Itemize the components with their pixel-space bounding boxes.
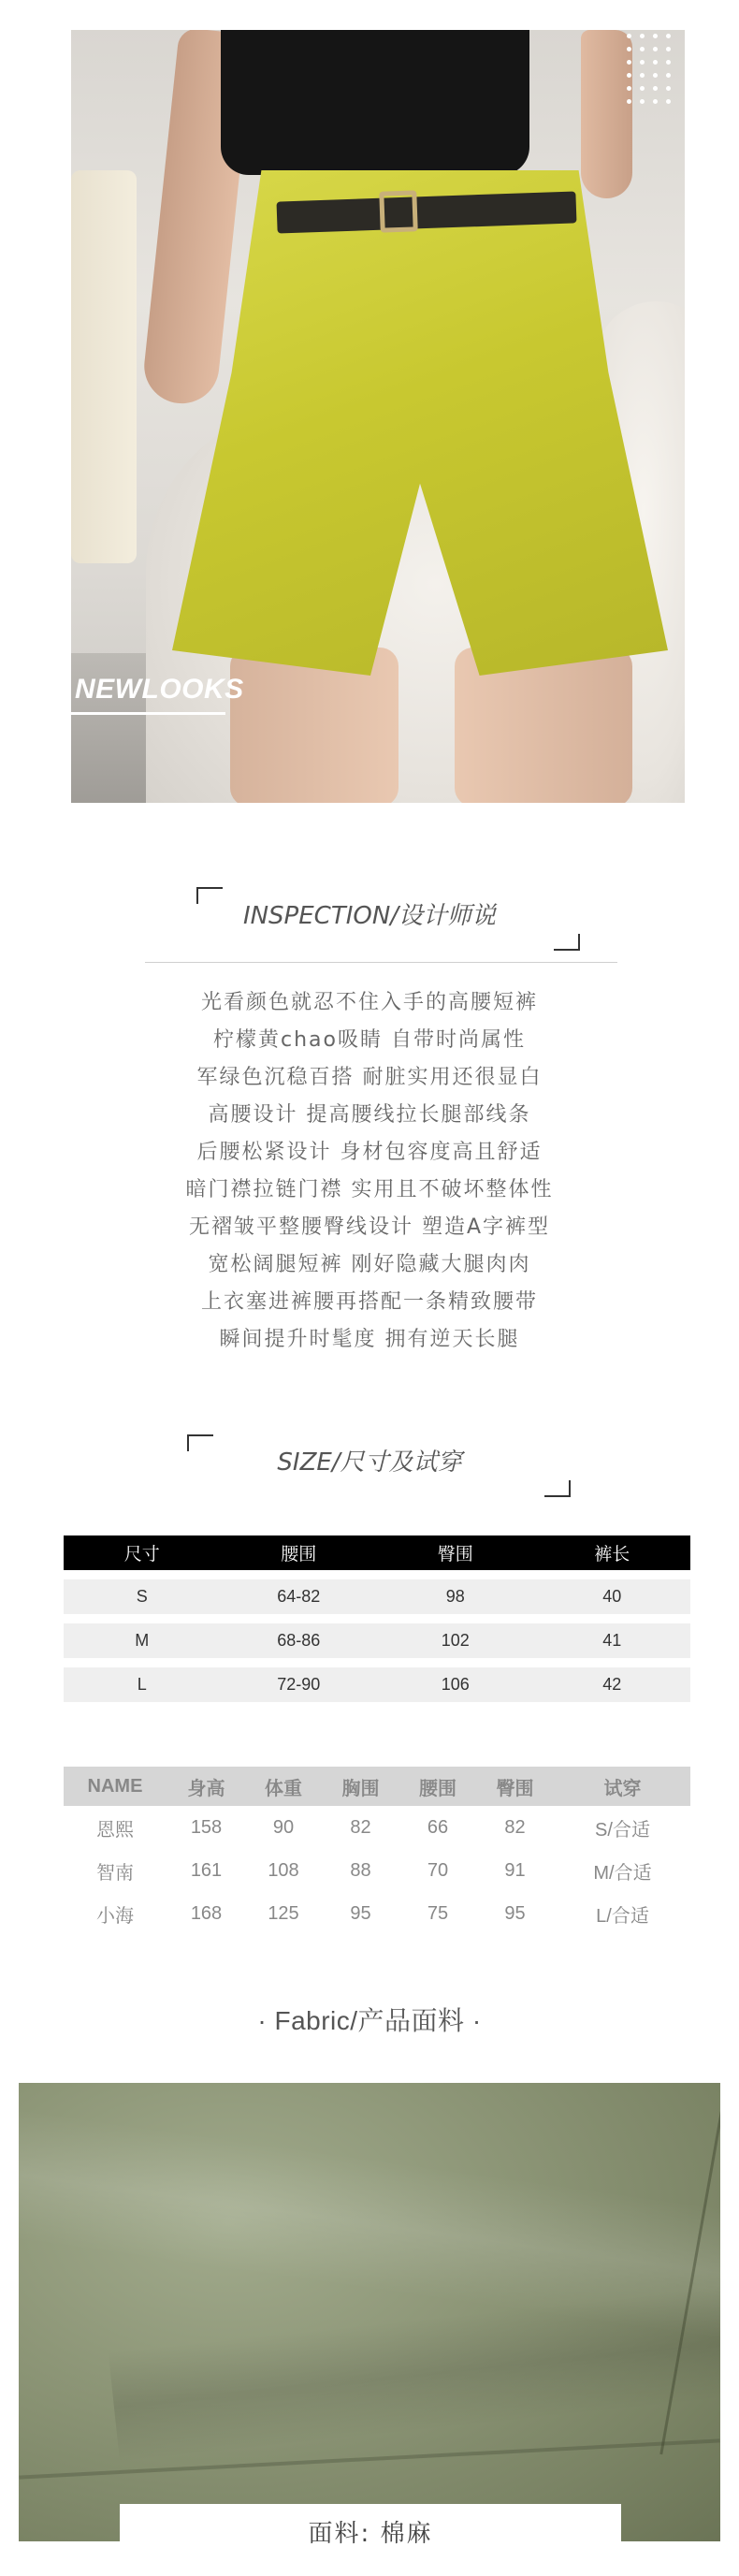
description-line: 高腰设计 提高腰线拉长腿部线条	[208, 1103, 531, 1127]
table-cell: 40	[602, 1587, 622, 1606]
description-line: 瞬间提升时髦度 拥有逆天长腿	[219, 1328, 520, 1351]
dot-grid-decoration-icon	[623, 30, 679, 124]
table-row	[64, 1892, 690, 1935]
table-cell: 108	[268, 1859, 299, 1881]
header-cell: 腰围	[419, 1778, 456, 1799]
corner-bracket-bottom-right	[554, 934, 580, 951]
table-row	[64, 1623, 690, 1658]
header-cell: 胸围	[341, 1778, 380, 1799]
model-left-leg	[230, 648, 398, 803]
table-row	[64, 1579, 690, 1614]
corner-bracket-bottom-right	[544, 1480, 571, 1497]
table-cell: 161	[190, 1859, 223, 1881]
header-cell: 裤长	[594, 1545, 630, 1565]
table-cell: 41	[602, 1631, 622, 1650]
table-cell: 64-82	[277, 1587, 321, 1606]
fabric-fold	[109, 2283, 720, 2464]
description-line: 柠檬黄chao吸睛 自带时尚属性	[213, 1028, 526, 1052]
header-cell: 臀围	[437, 1545, 473, 1565]
header-cell: 试穿	[603, 1778, 642, 1799]
table-cell: 82	[350, 1816, 371, 1838]
table-cell: 82	[504, 1816, 526, 1838]
description-line: 光看颜色就忍不住入手的高腰短裤	[200, 991, 538, 1014]
header-cell: 腰围	[281, 1545, 317, 1565]
table-row	[64, 1806, 690, 1849]
table-cell: 88	[350, 1859, 371, 1881]
table-cell: 智南	[96, 1862, 134, 1884]
design-description	[0, 984, 739, 1359]
description-line: 上衣塞进裤腰再搭配一条精致腰带	[200, 1290, 538, 1314]
table-cell: M/合适	[593, 1862, 652, 1884]
fabric-title: · Fabric/产品面料 ·	[257, 2006, 482, 2035]
table-cell: 168	[190, 1902, 223, 1924]
model-black-top	[221, 30, 529, 175]
table-cell: 158	[190, 1816, 223, 1838]
newlooks-tag: NEWLOOKS	[75, 674, 244, 705]
header-cell: 体重	[265, 1778, 302, 1799]
inspection-divider	[145, 962, 617, 963]
size-table-header	[64, 1535, 690, 1570]
size-title: SIZE/尺寸及试穿	[277, 1448, 462, 1477]
description-line: 暗门襟拉链门襟 实用且不破坏整体性	[185, 1178, 554, 1201]
inspection-title: INSPECTION/设计师说	[242, 902, 497, 930]
table-cell: 小海	[96, 1905, 134, 1927]
header-cell: 身高	[187, 1778, 225, 1799]
table-cell: 68-86	[277, 1631, 321, 1650]
table-cell: 106	[441, 1675, 470, 1694]
description-line: 军绿色沉稳百搭 耐脏实用还很显白	[196, 1066, 543, 1089]
table-cell: 70	[427, 1859, 449, 1881]
description-line: 后腰松紧设计 身材包容度高且舒适	[196, 1141, 543, 1164]
size-table	[64, 1535, 690, 1711]
table-cell: 95	[350, 1902, 371, 1924]
table-cell: M	[135, 1631, 150, 1650]
table-cell: 42	[602, 1675, 622, 1694]
table-cell: 75	[427, 1902, 449, 1924]
table-cell: 72-90	[277, 1675, 321, 1694]
header-cell: 臀围	[496, 1778, 534, 1799]
tryon-table	[64, 1767, 690, 1935]
table-row	[64, 1667, 690, 1702]
product-hero-photo	[71, 30, 685, 803]
fabric-photo	[19, 2083, 720, 2541]
tryon-table-header	[64, 1767, 690, 1806]
table-cell: S/合适	[595, 1819, 650, 1841]
newlooks-underline	[71, 712, 225, 715]
belt-buckle	[379, 190, 418, 232]
table-cell: 66	[427, 1816, 449, 1838]
table-cell: L/合适	[596, 1905, 649, 1927]
description-line: 宽松阔腿短裤 刚好隐藏大腿肉肉	[208, 1253, 531, 1276]
table-cell: S	[136, 1587, 148, 1606]
table-cell: 102	[441, 1631, 470, 1650]
table-cell: 125	[268, 1902, 299, 1924]
table-cell: 恩熙	[96, 1819, 134, 1841]
table-cell: 91	[504, 1859, 526, 1881]
header-cell: NAME	[87, 1775, 143, 1797]
table-row	[64, 1849, 690, 1892]
table-cell: 95	[504, 1902, 526, 1924]
tote-bag	[71, 170, 137, 563]
header-cell: 尺寸	[123, 1545, 160, 1565]
fabric-material-label: 面料: 棉麻	[120, 2504, 621, 2564]
table-cell: 98	[445, 1587, 465, 1606]
table-cell: 90	[272, 1816, 295, 1838]
table-cell: L	[137, 1675, 147, 1694]
description-line: 无褶皱平整腰臀线设计 塑造A字裤型	[188, 1215, 551, 1239]
